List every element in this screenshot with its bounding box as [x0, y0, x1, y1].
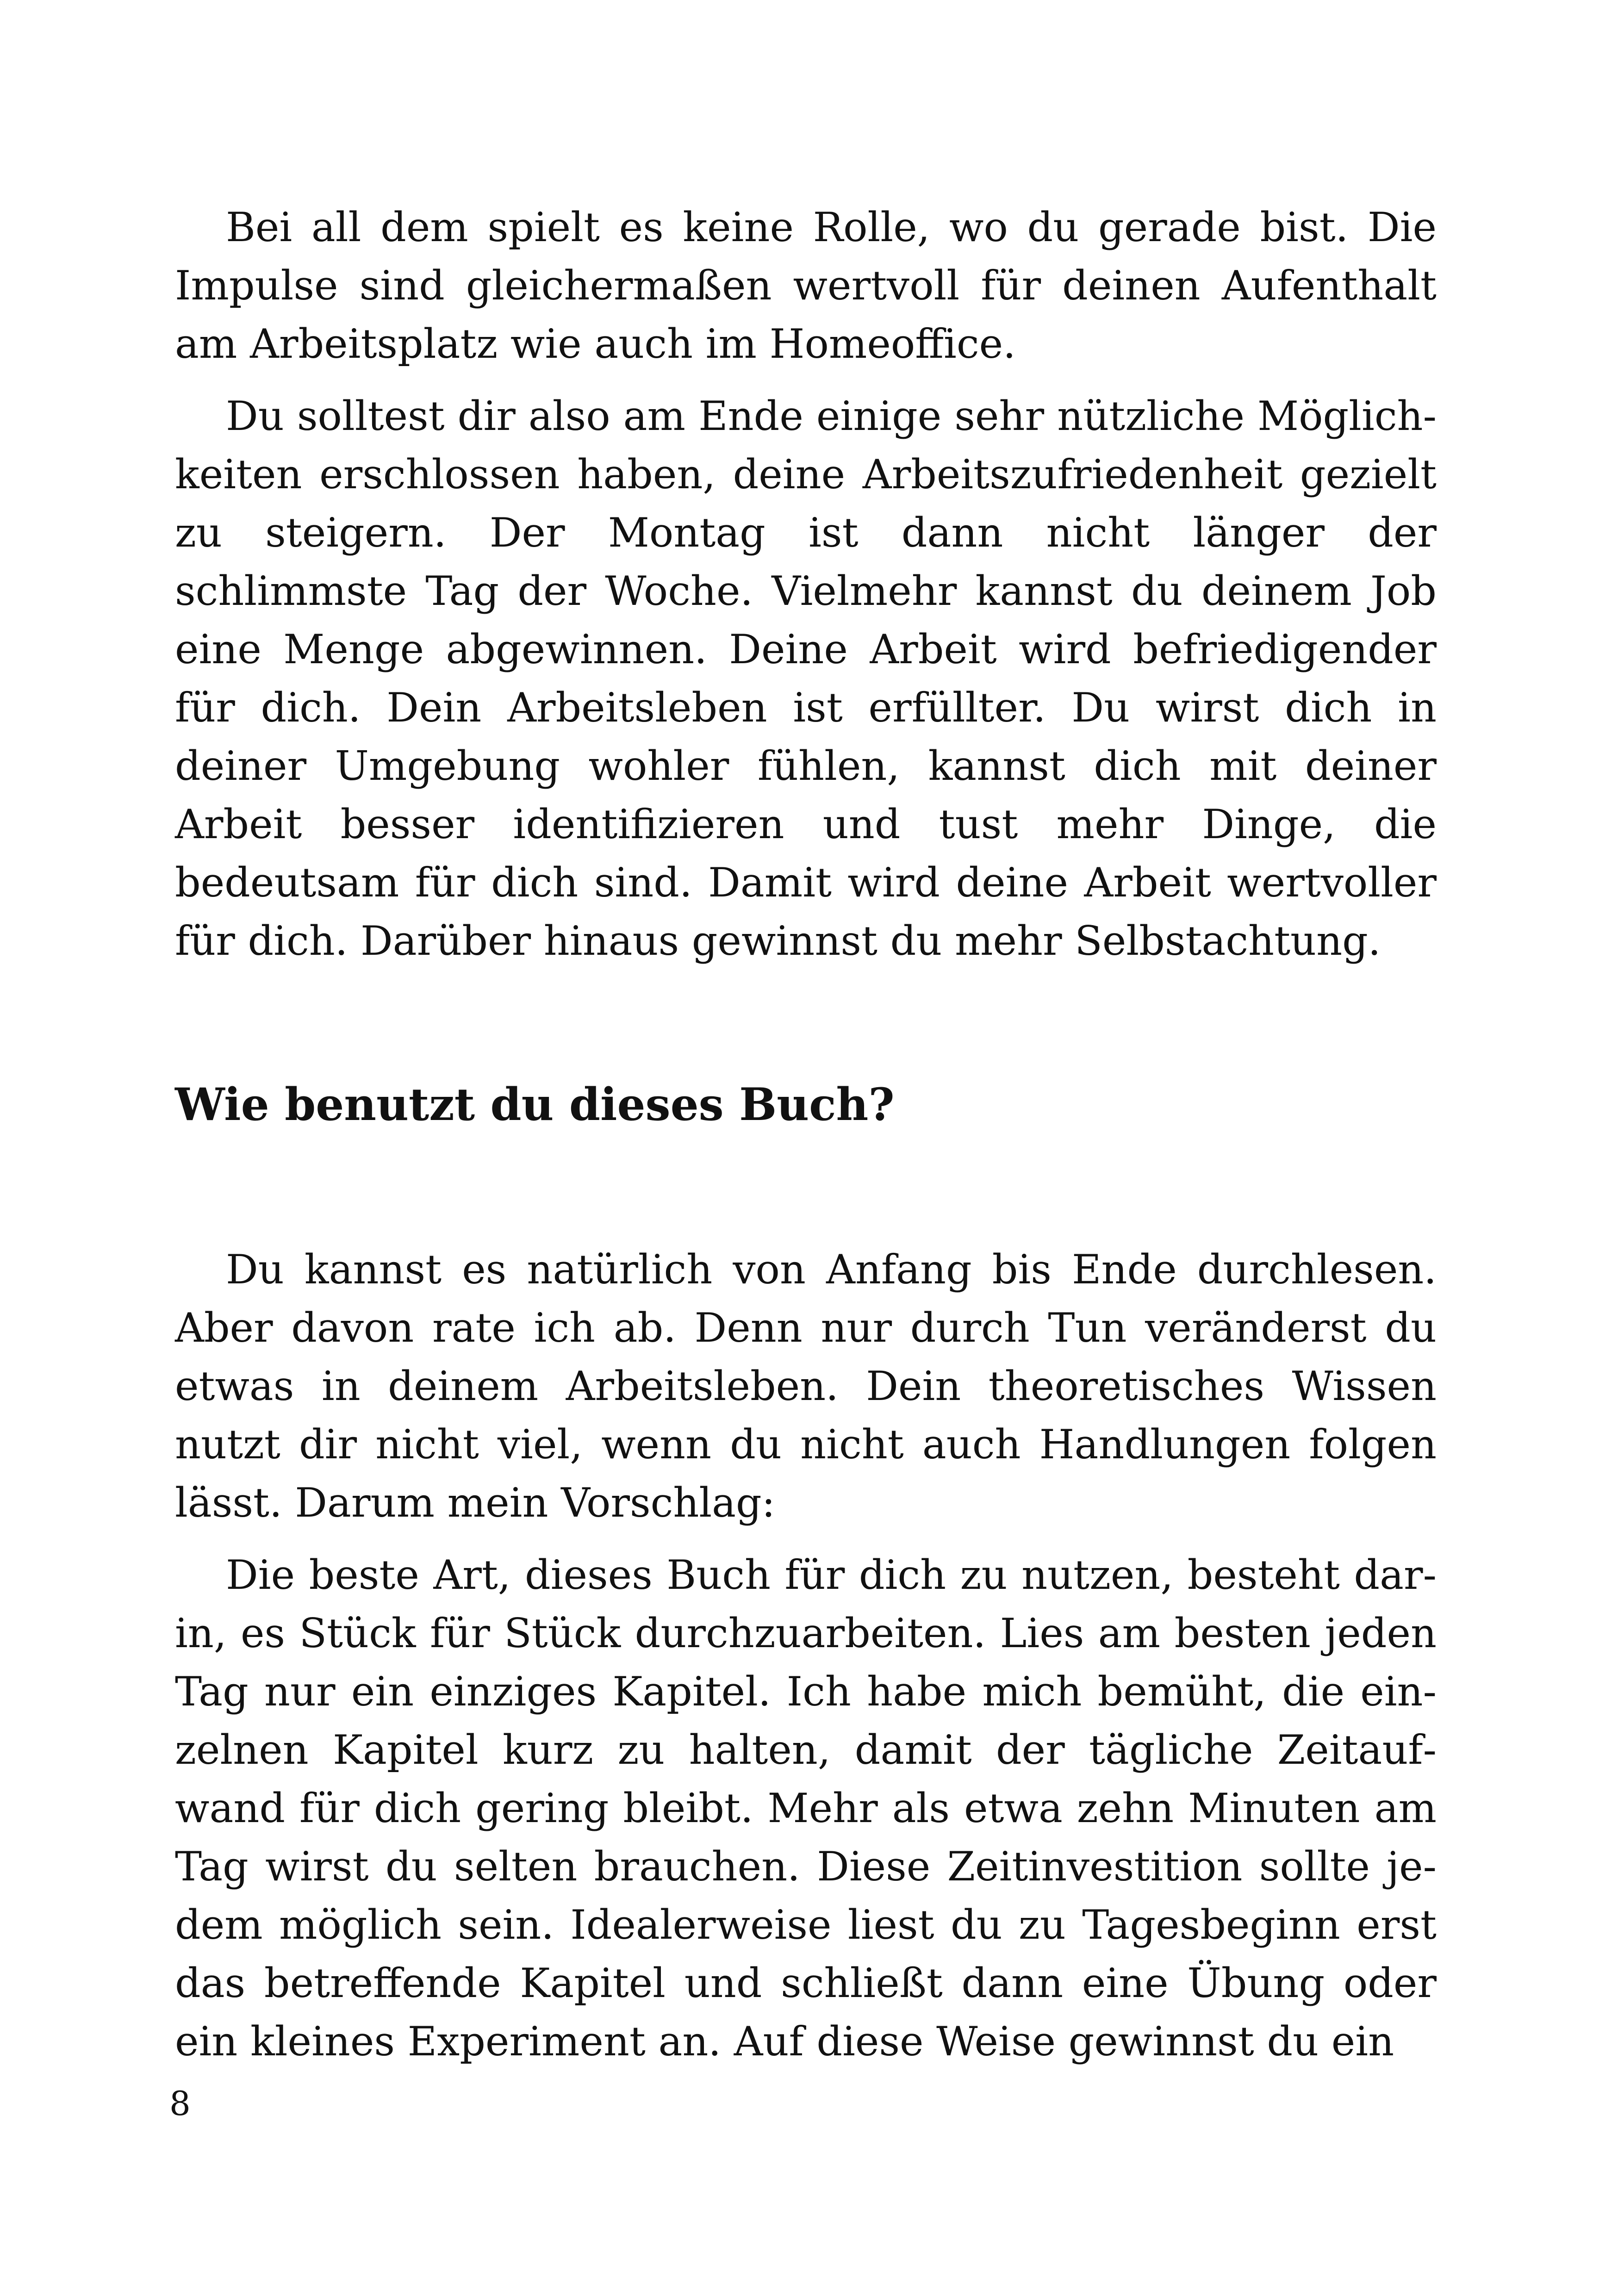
paragraph-location-impulses: Bei all dem spielt es keine Rolle, wo du gerade bist. Die Impulse sind gleichermaßen wertvoll für deinen Aufenthalt am Arbeitsplatz wie auch im Homeoffice.	[175, 204, 1437, 367]
paragraph-work-satisfaction: Du solltest dir also am Ende einige sehr nützliche Möglichkeiten erschlossen haben, deine Arbeitszufriedenheit gezielt zu steigern. Der Montag ist dann nicht länger der schlimmste Tag der Woche. Vielmehr kannst du deinem Job eine Menge abgewinnen. Deine Arbeit wird befriedigender für dich. Dein Arbeitsleben ist erfüllter. Du wirst dich in deiner Umgebung wohler fühlen, kannst dich mit deiner Arbeit besser identifizieren und tust mehr Dinge, die bedeutsam für dich sind. Damit wird deine Arbeit wertvoller für dich. Darüber hinaus gewinnst du mehr Selbstachtung.	[175, 392, 1437, 964]
paragraph-reading-advice: Du kannst es natürlich von Anfang bis Ende durchlesen. Aber davon rate ich ab. Denn nur durch Tun veränderst du etwas in deinem Arbeitsleben. Dein theoretisches Wissen nutzt dir nicht viel, wenn du nicht auch Handlungen folgen lässt. Darum mein Vorschlag:	[175, 1246, 1437, 1526]
page-number: 8	[169, 2084, 191, 2123]
paragraph-how-to-use: Die beste Art, dieses Buch für dich zu nutzen, besteht darin, es Stück für Stück durchzuarbeiten. Lies am besten jeden Tag nur ein einziges Kapitel. Ich habe mich bemüht, die einzelnen Kapitel kurz zu halten, damit der tägliche Zeitaufwand für dich gering bleibt. Mehr als etwa zehn Minuten am Tag wirst du selten brauchen. Diese Zeitinvestition sollte jedem möglich sein. Idealerweise liest du zu Tagesbeginn erst das betreffende Kapitel und schließt dann eine Übung oder ein kleines Experiment an. Auf diese Weise gewinnst du ein	[175, 1551, 1437, 2065]
bottom-text-block	[175, 1240, 1437, 2071]
section-heading: Wie benutzt du dieses Buch?	[175, 1078, 895, 1131]
top-text-block	[175, 198, 1437, 970]
